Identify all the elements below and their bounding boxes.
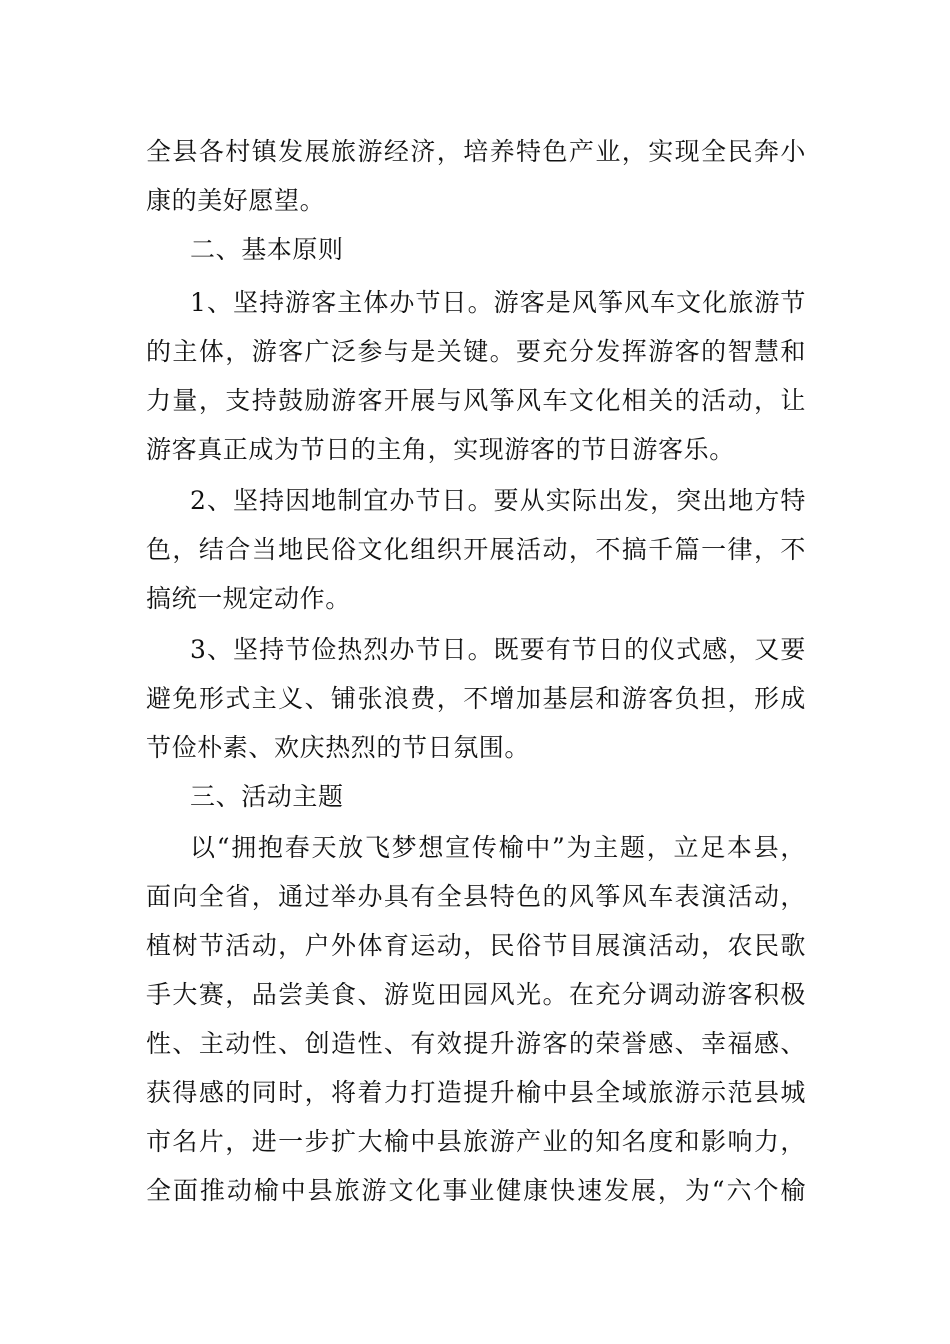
paragraph-line: 全县各村镇发展旅游经济，培养特色产业，实现全民奔小 (146, 137, 806, 166)
paragraph-line: 手大赛，品尝美食、游览田园风光。在充分调动游客积极 (146, 980, 806, 1009)
paragraph-line: 2、坚持因地制宜办节日。要从实际出发，突出地方特 (190, 486, 806, 515)
paragraph-line: 市名片，进一步扩大榆中县旅游产业的知名度和影响力， (146, 1127, 806, 1156)
paragraph-line: 的主体，游客广泛参与是关键。要充分发挥游客的智慧和 (146, 337, 806, 366)
paragraph-line: 节俭朴素、欢庆热烈的节日氛围。 (146, 733, 531, 762)
paragraph-line: 游客真正成为节日的主角，实现游客的节日游客乐。 (146, 435, 735, 464)
paragraph-line: 以“拥抱春天放飞梦想宣传榆中”为主题，立足本县， (190, 833, 806, 862)
section-heading: 三、活动主题 (190, 782, 344, 811)
paragraph-line: 力量，支持鼓励游客开展与风筝风车文化相关的活动，让 (146, 386, 806, 415)
paragraph-line: 3、坚持节俭热烈办节日。既要有节日的仪式感，又要 (190, 635, 806, 664)
paragraph-line: 色，结合当地民俗文化组织开展活动，不搞千篇一律，不 (146, 535, 806, 564)
paragraph-line: 获得感的同时，将着力打造提升榆中县全域旅游示范县城 (146, 1078, 806, 1107)
paragraph-line: 避免形式主义、铺张浪费，不增加基层和游客负担，形成 (146, 684, 806, 713)
paragraph-line: 康的美好愿望。 (146, 186, 326, 215)
paragraph-line: 搞统一规定动作。 (146, 584, 351, 613)
paragraph-line: 植树节活动，户外体育运动，民俗节目展演活动，农民歌 (146, 931, 806, 960)
paragraph-line: 1、坚持游客主体办节日。游客是风筝风车文化旅游节 (190, 288, 806, 317)
section-heading: 二、基本原则 (190, 235, 344, 264)
paragraph-line: 全面推动榆中县旅游文化事业健康快速发展，为“六个榆 (146, 1176, 806, 1205)
paragraph-line: 面向全省，通过举办具有全县特色的风筝风车表演活动， (146, 882, 806, 911)
paragraph-line: 性、主动性、创造性、有效提升游客的荣誉感、幸福感、 (146, 1029, 806, 1058)
